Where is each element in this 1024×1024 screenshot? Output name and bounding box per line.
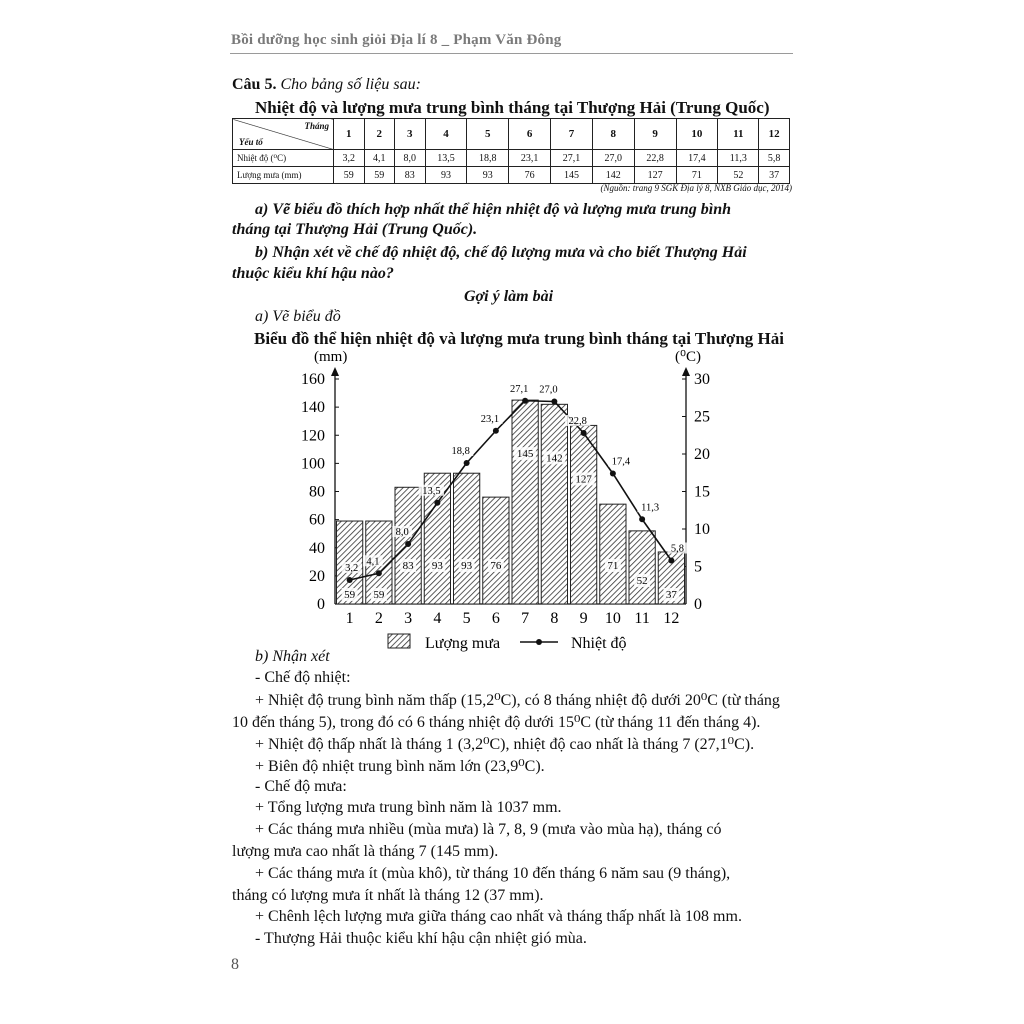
left-tick-label: 160 xyxy=(301,371,325,388)
rain-value-label: 93 xyxy=(461,560,473,572)
temperature-point xyxy=(376,570,382,576)
question-number: Câu 5. xyxy=(232,76,277,93)
right-tick-label: 0 xyxy=(694,596,702,613)
table-cell: 52 xyxy=(718,167,759,184)
task-a-line2: tháng tại Thượng Hải (Trung Quốc). xyxy=(232,221,478,238)
rain-value-label: 145 xyxy=(516,448,534,461)
remark-line: - Chế độ mưa: xyxy=(255,778,347,795)
remark-line: + Các tháng mưa ít (mùa khô), từ tháng 10 đến tháng 6 năm sau (9 tháng), xyxy=(255,865,731,882)
table-cell: 93 xyxy=(467,167,509,184)
temperature-point xyxy=(493,428,499,434)
month-tick-label: 8 xyxy=(550,610,559,627)
legend-temp-label: Nhiệt độ xyxy=(571,635,627,652)
remark-line: lượng mưa cao nhất là tháng 7 (145 mm). xyxy=(232,843,499,860)
temp-value-label: 11,3 xyxy=(641,502,660,514)
right-tick-label: 5 xyxy=(694,558,702,576)
row-label: Lượng mưa (mm) xyxy=(233,167,334,184)
month-tick-label: 1 xyxy=(345,610,354,627)
left-axis-unit: (mm) xyxy=(314,349,348,365)
remark-line: 10 đến tháng 5), trong đó có 6 tháng nhiệt độ dưới 15⁰C (từ tháng 11 đến tháng 4). xyxy=(232,714,761,731)
rain-bar xyxy=(629,531,655,604)
remark-line: + Nhiệt độ thấp nhất là tháng 1 (3,2⁰C), nhiệt độ cao nhất là tháng 7 (27,1⁰C). xyxy=(255,736,755,753)
left-axis-arrow xyxy=(331,367,339,376)
left-tick-label: 140 xyxy=(301,399,325,417)
temperature-point xyxy=(551,399,557,405)
table-row-rainfall xyxy=(233,167,790,184)
rain-bar xyxy=(541,404,567,604)
task-b-line2: thuộc kiểu khí hậu nào? xyxy=(232,265,394,282)
temperature-point xyxy=(639,516,645,522)
temp-value-label: 27,1 xyxy=(509,383,529,395)
temp-value-label: 27,0 xyxy=(539,384,558,396)
left-tick-label: 80 xyxy=(309,483,325,501)
temp-value-label: 8,0 xyxy=(395,527,409,538)
month-tick-label: 10 xyxy=(604,610,621,627)
rain-value-label: 93 xyxy=(431,560,443,572)
month-header: 8 xyxy=(592,119,634,150)
right-tick-label: 20 xyxy=(694,446,710,463)
table-cell: 142 xyxy=(592,167,634,184)
left-tick-label: 0 xyxy=(317,596,325,613)
rain-value-label: 52 xyxy=(636,575,648,587)
month-tick-label: 12 xyxy=(663,610,680,627)
temp-value-label: 5,8 xyxy=(670,543,684,555)
month-header: 6 xyxy=(509,119,551,150)
month-header: 9 xyxy=(634,119,676,150)
climate-chart xyxy=(290,340,730,658)
table-cell: 27,1 xyxy=(551,150,593,167)
left-tick-label: 40 xyxy=(309,539,325,557)
month-tick-label: 5 xyxy=(462,610,471,627)
right-axis-arrow xyxy=(682,367,690,376)
right-tick-label: 10 xyxy=(694,521,710,538)
month-header: 5 xyxy=(467,119,509,150)
month-header: 12 xyxy=(759,119,790,150)
table-cell: 17,4 xyxy=(676,150,718,167)
legend-temp-marker xyxy=(536,639,542,645)
table-cell: 37 xyxy=(759,167,790,184)
remark-line: + Tổng lượng mưa trung bình năm là 1037 mm. xyxy=(255,799,562,816)
part-a-heading: a) Vẽ biểu đồ xyxy=(255,308,341,325)
month-tick-label: 4 xyxy=(433,610,442,627)
remarks-heading: b) Nhận xét xyxy=(255,648,330,665)
table-cell: 4,1 xyxy=(364,150,395,167)
temperature-point xyxy=(405,541,411,547)
temperature-point xyxy=(347,577,353,583)
source-note: (Nguồn: trang 9 SGK Địa lý 8, NXB Giáo dục, 2014) xyxy=(600,183,792,193)
temperature-point xyxy=(434,500,440,506)
remark-line: + Biên độ nhiệt trung bình năm lớn (23,9⁰C). xyxy=(255,758,545,775)
table-cell: 59 xyxy=(334,167,365,184)
remark-line: tháng có lượng mưa ít nhất là tháng 12 (37 mm). xyxy=(232,887,544,904)
remark-line: + Chênh lệch lượng mưa giữa tháng cao nhất và tháng thấp nhất là 108 mm. xyxy=(255,908,742,925)
row-label: Nhiệt độ (⁰C) xyxy=(233,150,334,167)
table-cell: 8,0 xyxy=(395,150,426,167)
table-cell: 71 xyxy=(676,167,718,184)
remark-line: - Chế độ nhiệt: xyxy=(255,669,351,686)
temperature-point xyxy=(464,460,470,466)
rain-value-label: 127 xyxy=(575,473,592,486)
month-header: 11 xyxy=(718,119,759,150)
temperature-point xyxy=(522,398,528,404)
table-title: Nhiệt độ và lượng mưa trung bình tháng tại Thượng Hải (Trung Quốc) xyxy=(255,98,770,117)
table-cell: 59 xyxy=(364,167,395,184)
table-cell: 22,8 xyxy=(634,150,676,167)
left-tick-label: 60 xyxy=(309,511,325,529)
temp-value-label: 17,4 xyxy=(611,456,631,468)
month-header: 1 xyxy=(334,119,365,150)
header-top-label: Tháng xyxy=(304,121,329,131)
month-header: 2 xyxy=(364,119,395,150)
rain-value-label: 59 xyxy=(344,589,356,601)
rain-value-label: 71 xyxy=(607,560,619,572)
header-left-label: Yếu tố xyxy=(239,137,263,147)
table-cell: 11,3 xyxy=(718,150,759,167)
rain-bar xyxy=(483,497,509,604)
header-divider xyxy=(230,53,793,54)
month-tick-label: 9 xyxy=(579,610,588,627)
rain-bar xyxy=(454,473,480,604)
table-cell: 27,0 xyxy=(592,150,634,167)
running-header: Bồi dưỡng học sinh giỏi Địa lí 8 _ Phạm Văn Đông xyxy=(231,32,562,48)
month-tick-label: 11 xyxy=(634,610,650,627)
table-cell: 145 xyxy=(551,167,593,184)
right-tick-label: 25 xyxy=(694,408,710,426)
rain-value-label: 37 xyxy=(665,589,677,601)
temperature-point xyxy=(610,471,616,477)
rain-value-label: 142 xyxy=(546,452,563,465)
table-cell: 23,1 xyxy=(509,150,551,167)
table-cell: 127 xyxy=(634,167,676,184)
table-cell: 76 xyxy=(509,167,551,184)
rain-value-label: 76 xyxy=(490,560,502,572)
table-cell: 83 xyxy=(395,167,426,184)
table-corner-cell xyxy=(233,119,334,150)
month-tick-label: 6 xyxy=(491,610,500,627)
rainfall-bars xyxy=(337,400,685,604)
temp-value-label: 3,2 xyxy=(345,563,359,574)
rain-value-label: 59 xyxy=(373,589,385,601)
rain-bar xyxy=(600,504,626,604)
temperature-point xyxy=(581,430,587,436)
remark-line: + Nhiệt độ trung bình năm thấp (15,2⁰C), có 8 tháng nhiệt độ dưới 20⁰C (từ tháng xyxy=(255,692,780,709)
table-cell: 13,5 xyxy=(425,150,467,167)
left-tick-label: 100 xyxy=(301,455,325,473)
temperature-point xyxy=(668,558,674,564)
remark-line: + Các tháng mưa nhiều (mùa mưa) là 7, 8, 9 (mưa vào mùa hạ), tháng có xyxy=(255,821,722,838)
month-tick-label: 2 xyxy=(374,610,383,627)
temp-value-label: 23,1 xyxy=(480,413,500,425)
task-b-line1: b) Nhận xét về chế độ nhiệt độ, chế độ lượng mưa và cho biết Thượng Hải xyxy=(255,244,747,261)
left-tick-label: 120 xyxy=(301,427,325,445)
month-header: 3 xyxy=(395,119,426,150)
question-intro xyxy=(232,76,421,94)
hint-heading: Gợi ý làm bài xyxy=(464,288,554,305)
temp-value-label: 4,1 xyxy=(366,556,380,568)
table-cell: 93 xyxy=(425,167,467,184)
temp-value-label: 18,8 xyxy=(451,446,470,457)
legend-rain-label: Lượng mưa xyxy=(425,635,501,652)
legend-rain-swatch xyxy=(388,634,410,648)
table-cell: 3,2 xyxy=(334,150,365,167)
temp-value-label: 22,8 xyxy=(568,416,587,427)
question-prompt: Cho bảng số liệu sau: xyxy=(280,76,421,93)
right-axis-unit: (⁰C) xyxy=(675,349,702,365)
page-number: 8 xyxy=(231,956,239,973)
rain-bar xyxy=(571,425,597,604)
table-header-row xyxy=(233,119,790,150)
rain-bar xyxy=(512,400,538,604)
table-cell: 18,8 xyxy=(467,150,509,167)
chart-legend xyxy=(388,634,627,652)
month-header: 10 xyxy=(676,119,718,150)
right-tick-label: 15 xyxy=(694,483,710,501)
temp-value-label: 13,5 xyxy=(422,485,441,497)
data-table xyxy=(232,118,790,184)
left-tick-label: 20 xyxy=(309,567,325,585)
rain-value-label: 83 xyxy=(402,560,414,572)
remark-line: - Thượng Hải thuộc kiểu khí hậu cận nhiệt gió mùa. xyxy=(255,930,587,947)
month-header: 4 xyxy=(425,119,467,150)
table-cell: 5,8 xyxy=(759,150,790,167)
chart-title: Biểu đồ thể hiện nhiệt độ và lượng mưa trung bình tháng tại Thượng Hải xyxy=(254,329,784,348)
right-tick-label: 30 xyxy=(694,371,710,388)
task-a-line1: a) Vẽ biểu đồ thích hợp nhất thể hiện nhiệt độ và lượng mưa trung bình xyxy=(255,201,731,218)
month-tick-label: 3 xyxy=(404,610,413,627)
month-tick-label: 7 xyxy=(521,610,530,627)
table-row-temperature xyxy=(233,150,790,167)
month-header: 7 xyxy=(551,119,593,150)
